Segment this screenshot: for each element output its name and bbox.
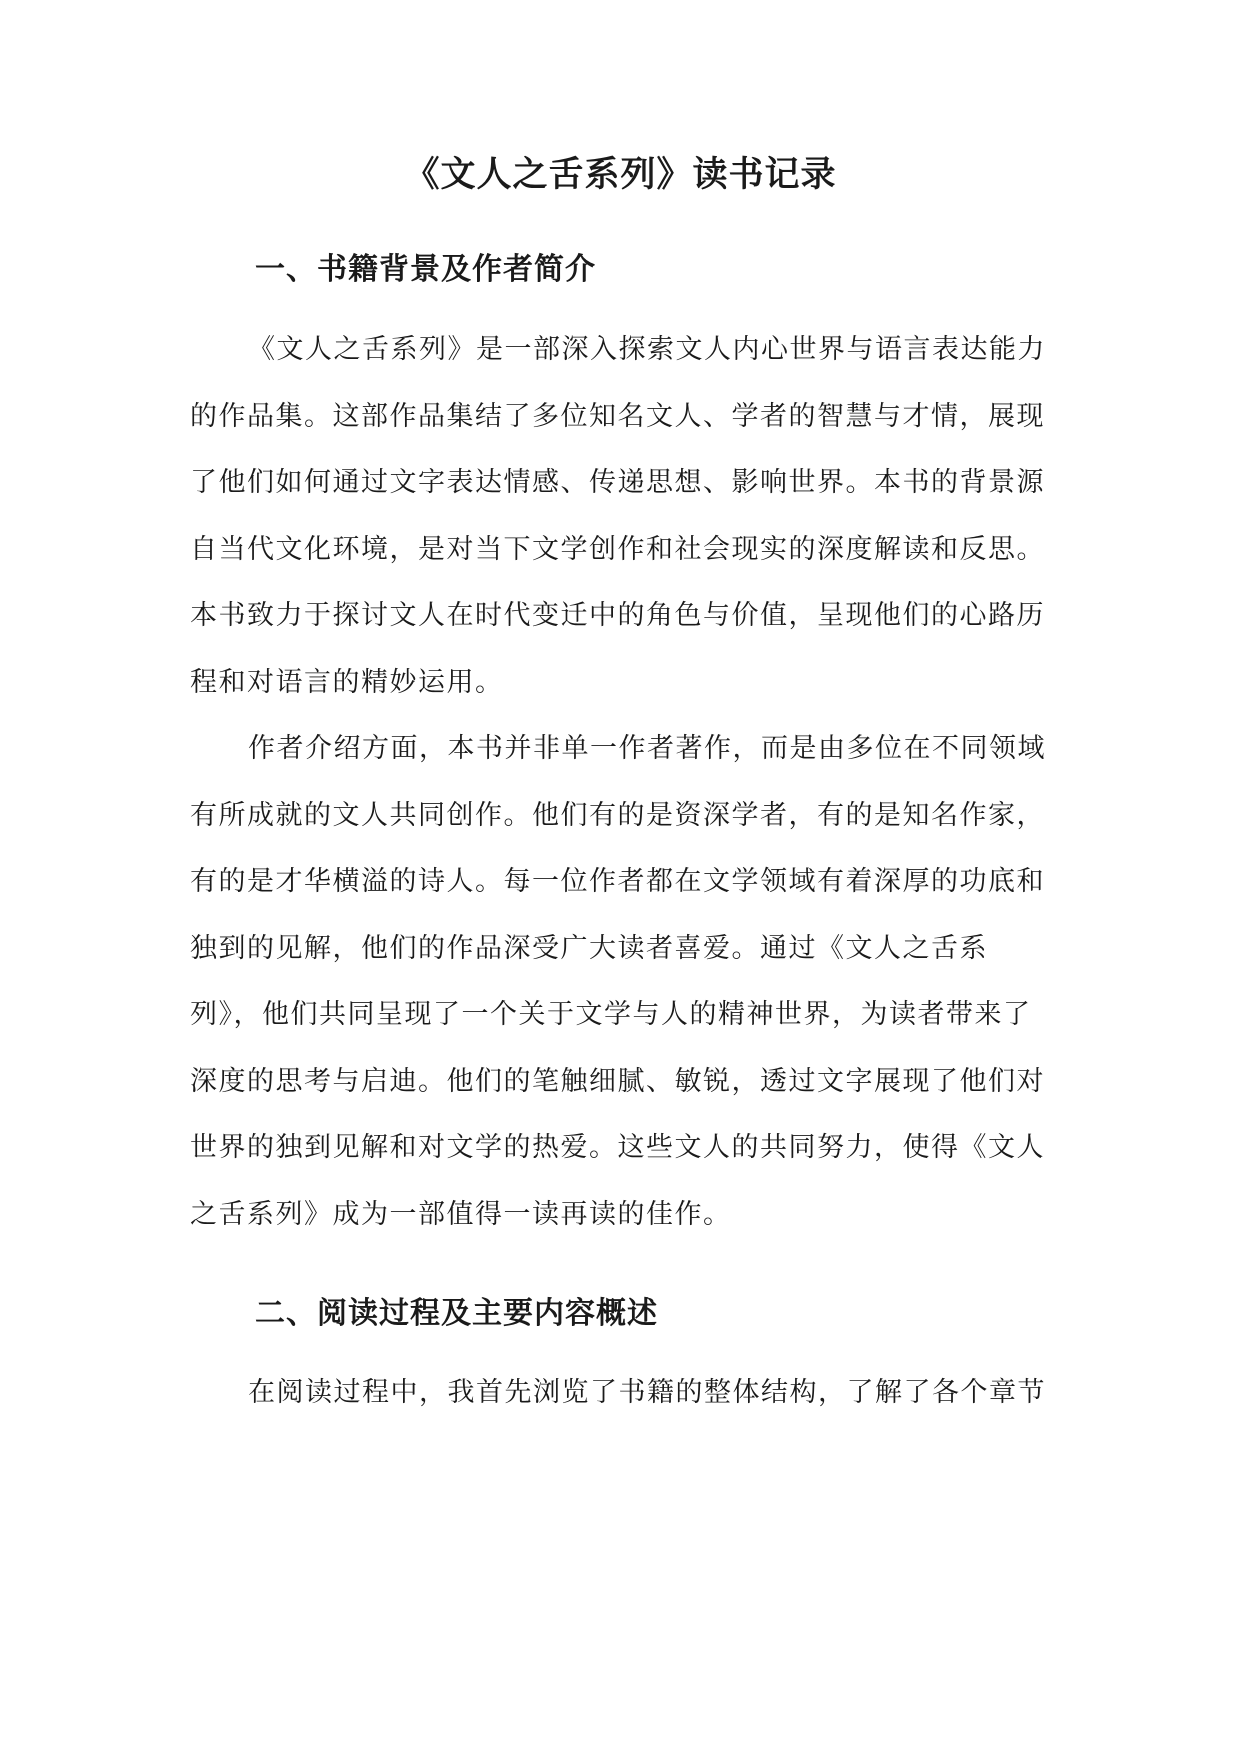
paragraph-line: 作者介绍方面，本书并非单一作者著作，而是由多位在不同领域 bbox=[248, 733, 1046, 764]
paragraph-line: 的作品集。这部作品集结了多位知名文人、学者的智慧与才情，展现 bbox=[190, 401, 1045, 432]
paragraph-line: 了他们如何通过文字表达情感、传递思想、影响世界。本书的背景源 bbox=[190, 467, 1045, 498]
paragraph-line: 独到的见解，他们的作品深受广大读者喜爱。通过《文人之舌系 bbox=[190, 933, 988, 964]
paragraph-line: 《文人之舌系列》是一部深入探索文人内心世界与语言表达能力 bbox=[248, 334, 1046, 365]
paragraph-line: 有的是才华横溢的诗人。每一位作者都在文学领域有着深厚的功底和 bbox=[190, 866, 1045, 897]
paragraph-line: 程和对语言的精妙运用。 bbox=[190, 667, 504, 698]
section-2-heading: 二、阅读过程及主要内容概述 bbox=[255, 1296, 658, 1331]
paragraph-line: 自当代文化环境，是对当下文学创作和社会现实的深度解读和反思。 bbox=[190, 534, 1045, 565]
paragraph-line: 深度的思考与启迪。他们的笔触细腻、敏锐，透过文字展现了他们对 bbox=[190, 1066, 1045, 1097]
paragraph-line: 列》，他们共同呈现了一个关于文学与人的精神世界，为读者带来了 bbox=[190, 999, 1032, 1030]
paragraph-line: 之舌系列》成为一部值得一读再读的佳作。 bbox=[190, 1199, 732, 1230]
document-title: 《文人之舌系列》读书记录 bbox=[404, 154, 837, 195]
section-1-heading: 一、书籍背景及作者简介 bbox=[255, 252, 596, 287]
paragraph-line: 在阅读过程中，我首先浏览了书籍的整体结构，了解了各个章节 bbox=[248, 1377, 1046, 1408]
paragraph-line: 世界的独到见解和对文学的热爱。这些文人的共同努力，使得《文人 bbox=[190, 1132, 1045, 1163]
paragraph-line: 有所成就的文人共同创作。他们有的是资深学者，有的是知名作家， bbox=[190, 800, 1045, 831]
paragraph-line: 本书致力于探讨文人在时代变迁中的角色与价值，呈现他们的心路历 bbox=[190, 600, 1045, 631]
